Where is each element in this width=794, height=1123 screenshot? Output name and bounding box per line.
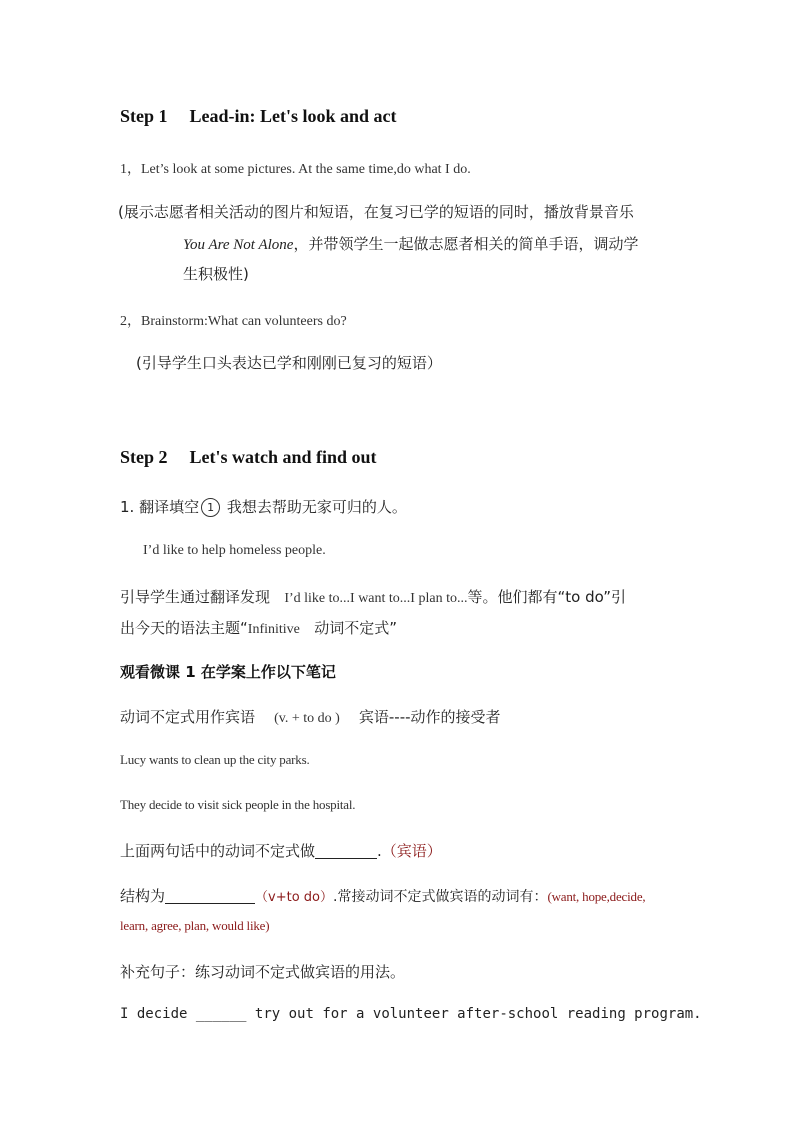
practice-text-b: try out for a volunteer after-school reading program. (254, 1006, 702, 1022)
example-sentence-1: Lucy wants to clean up the city parks. (120, 752, 310, 767)
practice-text-a: I decide (120, 1006, 188, 1022)
step1-heading (120, 106, 397, 127)
practice-blank[interactable]: ______ (195, 1006, 247, 1022)
example-sentence-2: They decide to visit sick people in the hospital. (120, 797, 356, 812)
micro-lesson-title: 观看微课 1 在学案上作以下笔记 (120, 663, 336, 681)
supplement-heading: 补充句子：练习动词不定式做宾语的用法。 (120, 963, 406, 981)
step1-title: Lead-in: Let's look and act (189, 106, 397, 126)
guide-text-a: 引导学生通过翻译发现 (120, 588, 271, 606)
step2-item1 (120, 496, 407, 517)
question-1-text: 上面两句话中的动词不定式做 (120, 842, 316, 860)
question-2-line1 (120, 885, 645, 906)
question-2-verb-list-b: learn, agree, plan, would like) (120, 918, 270, 933)
step2-item1-answer: I’d like to help homeless people. (143, 543, 326, 558)
question-1-end: . (377, 842, 382, 860)
rule-formula: (v. + to do ) (274, 711, 340, 726)
step2-number: Step 2 (120, 447, 168, 467)
rule-text-b: 宾语----动作的接受者 (358, 708, 501, 726)
guide-text-c: 出今天的语法主题“ (120, 619, 248, 637)
guide-text-d: 动词不定式” (314, 619, 397, 637)
step1-note-line3: 生积极性) (183, 265, 249, 283)
rule-line (120, 706, 501, 727)
question-2-verb-list-a: (want, hope,decide, (547, 889, 646, 904)
step2-item1-text: 我想去帮助无家可归的人。 (226, 498, 407, 516)
step1-note-line1: (展示志愿者相关活动的图片和短语，在复习已学的短语的同时，播放背景音乐 (118, 203, 634, 221)
step1-item2-note: (引导学生口头表达已学和刚刚已复习的短语） (136, 354, 442, 372)
guide-line1 (120, 586, 626, 607)
step1-item2: 2，Brainstorm:What can volunteers do? (120, 314, 347, 329)
question-2-text: 结构为 (120, 887, 166, 905)
rule-text-a: 动词不定式用作宾语 (120, 708, 256, 726)
step1-item1: 1，Let’s look at some pictures. At the same time,do what I do. (120, 162, 471, 177)
step2-item1-prefix: 1. 翻译填空 (120, 498, 200, 516)
guide-english: I’d like to...I want to...I plan to... (284, 591, 468, 606)
question-1-answer: （宾语） (381, 842, 442, 860)
circled-number-1: 1 (201, 498, 220, 517)
step1-note-line2-text: ，并带领学生一起做志愿者相关的简单手语，调动学 (293, 235, 639, 253)
question-2-blank[interactable] (165, 889, 255, 904)
guide-line2 (120, 617, 397, 638)
practice-sentence (120, 1006, 702, 1022)
step1-note-line2 (183, 233, 638, 254)
guide-term: Infinitive (247, 622, 300, 637)
question-2-answer: （v+to do） (255, 890, 333, 905)
guide-text-b: 等。他们都有“to do”引 (467, 588, 627, 606)
song-title: You Are Not Alone (183, 237, 294, 253)
step2-heading (120, 447, 377, 468)
question-1 (120, 840, 442, 861)
step2-title: Let's watch and find out (189, 447, 377, 467)
question-2-text-b: .常接动词不定式做宾语的动词有： (333, 889, 548, 905)
step1-number: Step 1 (120, 106, 168, 126)
question-1-blank[interactable] (315, 844, 377, 859)
